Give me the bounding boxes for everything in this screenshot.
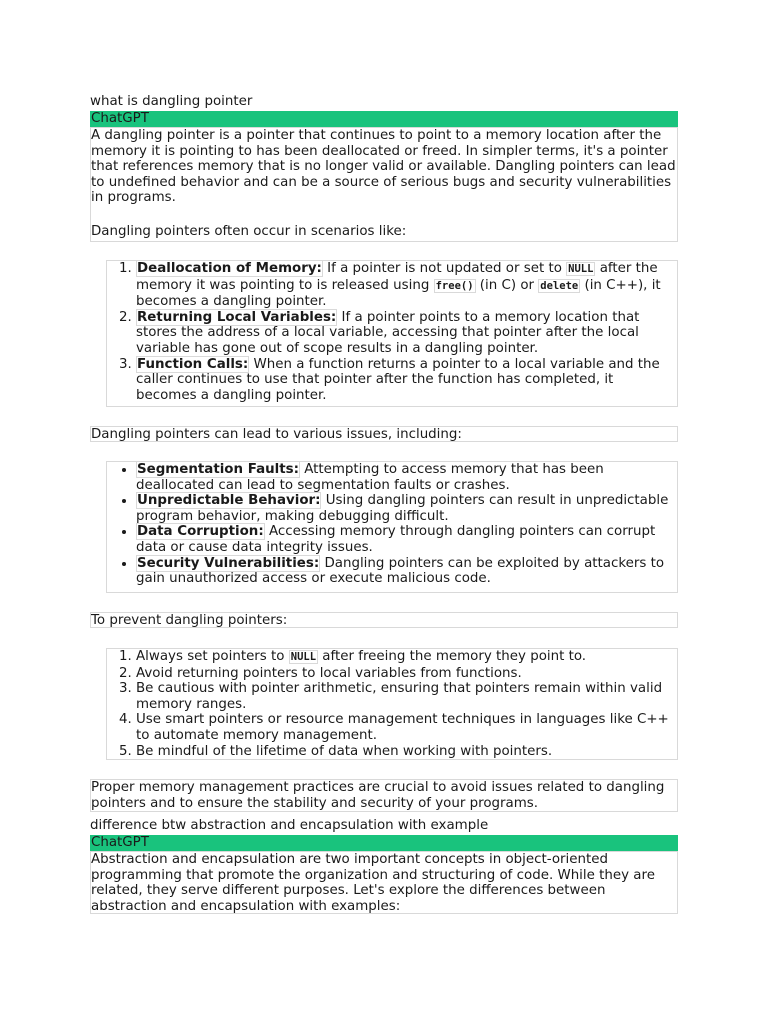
list-item-term: Deallocation of Memory:: [137, 261, 322, 276]
list-item: • Unpredictable Behavior: Using dangling pointers can result in unpredictable program behavior, making debugging difficult.: [136, 493, 677, 524]
inline-code: NULL: [290, 651, 317, 663]
list-item-term: Function Calls:: [137, 356, 249, 372]
issues-lead: Dangling pointers can lead to various issues, including:: [91, 427, 462, 442]
inline-code: delete: [540, 279, 579, 292]
list-item: 2. Avoid returning pointers to local variables from functions.: [136, 666, 677, 682]
list-item-term: Segmentation Faults:: [137, 462, 299, 477]
list-item-term: Security Vulnerabilities:: [137, 555, 320, 571]
list-item: 5. Be mindful of the lifetime of data when working with pointers.: [136, 744, 677, 760]
list-item-term: Data Corruption:: [137, 524, 264, 540]
user-question-1: what is dangling pointer: [90, 94, 253, 109]
list-item: 1. Deallocation of Memory: If a pointer is not updated or set to NULL after the memory it was pointing to is released using free() (in C) or delete (in C++), it becomes a dangling pointer.: [136, 261, 677, 310]
prevent-list-box: [106, 648, 678, 760]
answer-intro: A dangling pointer is a pointer that continues to point to a memory location after the memory it is pointing to has been deallocated or freed. In simpler terms, it's a pointer that references memory that is no longer valid or available. Dangling pointers can lead to undefined behavior and can be a source of serious bugs and security vulnerabilities in programs.: [91, 128, 676, 206]
inline-code: free(): [435, 279, 474, 292]
issues-lead-box: [90, 426, 678, 442]
conversation: [90, 92, 678, 914]
list-item: 2. Returning Local Variables: If a pointer points to a memory location that stores the address of a local variable, accessing that pointer after the local variable has gone out of scope results in a dangling pointer.: [136, 310, 677, 357]
assistant-label: ChatGPT: [90, 111, 678, 127]
list-item: 4. Use smart pointers or resource management techniques in languages like C++ to automate memory management.: [136, 712, 677, 743]
answer-intro-box: [90, 127, 678, 242]
list-item: 3. Be cautious with pointer arithmetic, ensuring that pointers remain within valid memory ranges.: [136, 681, 677, 712]
list-item: • Data Corruption: Accessing memory through dangling pointers can corrupt data or cause data integrity issues.: [136, 524, 677, 555]
issues-list-box: [106, 461, 678, 593]
list-item-term: Unpredictable Behavior:: [137, 493, 321, 509]
inline-code: NULL: [568, 263, 594, 275]
prevent-list: [107, 649, 677, 759]
answer-2-intro: Abstraction and encapsulation are two important concepts in object-oriented programming that promote the organization and structuring of code. While they are related, they serve different purposes. Let's explore the differences between abstraction and encapsulation with examples:: [91, 852, 655, 914]
issues-list: [107, 462, 677, 587]
answer-2-box: [90, 851, 678, 914]
assistant-label: ChatGPT: [90, 835, 678, 851]
scenarios-list: [107, 261, 677, 403]
conclusion-box: [90, 779, 678, 812]
list-item-term: Returning Local Variables:: [137, 309, 337, 325]
answer-conclusion: Proper memory management practices are crucial to avoid issues related to dangling pointers and to ensure the stability and security of your programs.: [91, 780, 665, 811]
list-item: • Segmentation Faults: Attempting to access memory that has been deallocated can lead to segmentation faults or crashes.: [136, 462, 677, 493]
user-question-2: difference btw abstraction and encapsulation with example: [90, 818, 489, 833]
scenarios-lead: Dangling pointers often occur in scenarios like:: [91, 223, 407, 239]
list-item: • Security Vulnerabilities: Dangling pointers can be exploited by attackers to gain unauthorized access or execute malicious code.: [136, 556, 677, 587]
list-item: 3. Function Calls: When a function returns a pointer to a local variable and the caller continues to use that pointer after the function has completed, it becomes a dangling pointer.: [136, 357, 677, 404]
prevent-lead: To prevent dangling pointers:: [91, 613, 288, 628]
scenarios-list-box: [106, 260, 678, 407]
prevent-lead-box: [90, 612, 678, 628]
list-item: 1. Always set pointers to NULL after freeing the memory they point to.: [136, 649, 677, 666]
